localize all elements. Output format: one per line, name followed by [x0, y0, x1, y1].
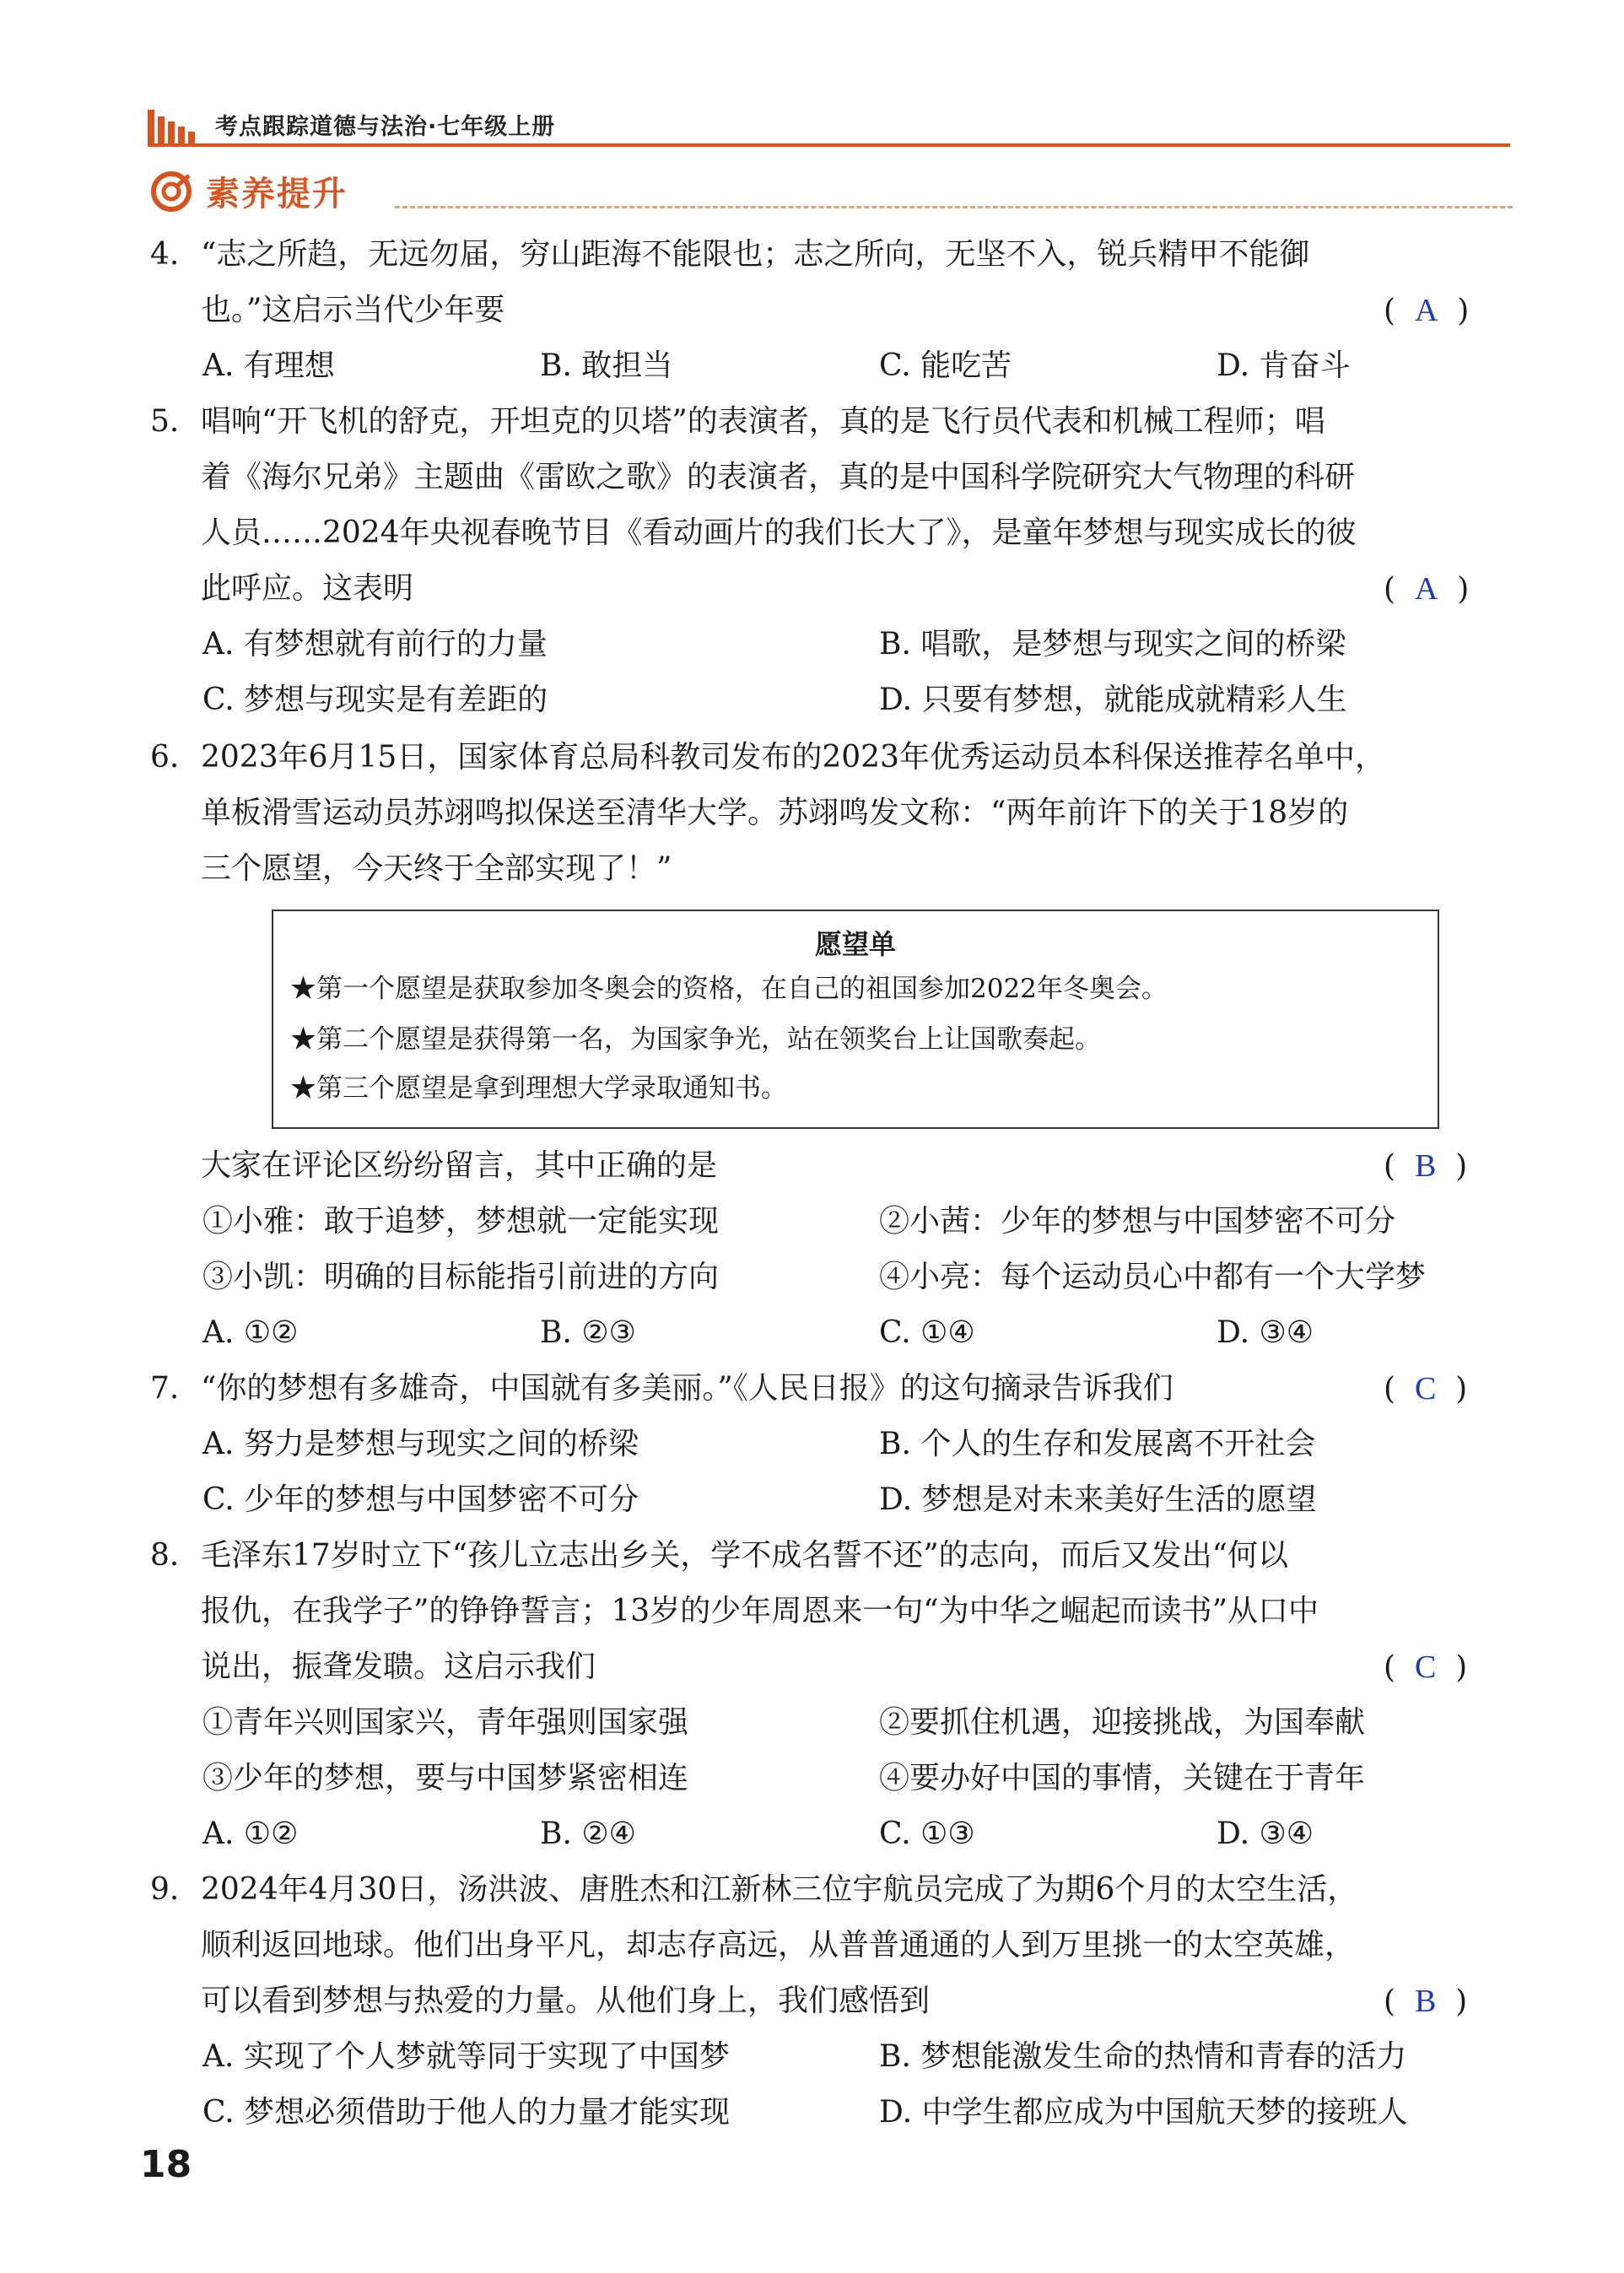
statement-item: ②要抓住机遇，迎接挑战，为国奉献: [879, 1705, 1366, 1740]
statement-item: ④小亮：每个运动员心中都有一个大学梦: [879, 1260, 1427, 1294]
question-stem-line: “志之所趋，无远勿届，穷山距海不能限也；志之所向，无坚不入，锐兵精甲不能御: [201, 237, 1310, 272]
target-icon: [150, 170, 192, 213]
question-stem-line: 着《海尔兄弟》主题曲《雷欧之歌》的表演者，真的是中国科学院研究大气物理的科研: [201, 460, 1356, 494]
option-b: B. ②④: [540, 1817, 636, 1851]
question-stem-line: 单板滑雪运动员苏翊鸣拟保送至清华大学。苏翊鸣发文称：“两年前许下的关于18岁的: [201, 796, 1349, 830]
section-title: 素养提升: [206, 175, 348, 213]
statement-item: ①小雅：敢于追梦，梦想就一定能实现: [202, 1204, 720, 1239]
question-number: 4.: [150, 237, 180, 272]
question-stem-line: 唱响“开飞机的舒克，开坦克的贝塔”的表演者，真的是飞行员代表和机械工程师；唱: [201, 404, 1325, 439]
question-stem-line: 说出，振聋发聩。这启示我们: [201, 1649, 596, 1684]
question-stem-line: 大家在评论区纷纷留言，其中正确的是: [201, 1148, 718, 1183]
answer-bracket: ( A ): [1384, 293, 1470, 328]
answer-bracket: ( B ): [1384, 1984, 1468, 2019]
answer-mark: B: [1414, 1984, 1437, 2019]
option-c: C. ①③: [879, 1817, 975, 1851]
option-a: A. 努力是梦想与现实之间的桥梁: [202, 1427, 639, 1461]
answer-mark: A: [1414, 293, 1438, 328]
wish-list-title: 愿望单: [814, 928, 896, 960]
option-d: D. 梦想是对未来美好生活的愿望: [879, 1482, 1317, 1517]
question-stem-line: 此呼应。这表明: [201, 571, 414, 606]
answer-mark: B: [1414, 1148, 1437, 1184]
question-stem-line: 可以看到梦想与热爱的力量。从他们身上，我们感悟到: [201, 1984, 931, 2018]
option-a: A. ①②: [202, 1315, 299, 1350]
section-heading: [150, 165, 1513, 224]
option-b: B. 个人的生存和发展离不开社会: [879, 1427, 1316, 1461]
option-a: A. 有梦想就有前行的力量: [202, 627, 548, 661]
bar-logo-icon: [148, 110, 197, 143]
option-a: A. 实现了个人梦就等同于实现了中国梦: [202, 2039, 730, 2074]
statement-item: ④要办好中国的事情，关键在于青年: [879, 1761, 1366, 1795]
question-number: 9.: [150, 1872, 180, 1907]
question-stem-line: 毛泽东17岁时立下“孩儿立志出乡关，学不成名誓不还”的志向，而后又发出“何以: [201, 1538, 1289, 1573]
option-c: C. 能吃苦: [879, 348, 1012, 383]
section-divider: [395, 206, 1513, 208]
answer-bracket: ( A ): [1384, 571, 1470, 607]
question-stem-line: 报仇，在我学子”的铮铮誓言；13岁的少年周恩来一句“为中华之崛起而读书”从口中: [201, 1594, 1319, 1628]
wish-item: ★第一个愿望是获取参加冬奥会的资格，在自己的祖国参加2022年冬奥会。: [290, 974, 1168, 1004]
question-stem-line: “你的梦想有多雄奇，中国就有多美丽。”《人民日报》的这句摘录告诉我们: [201, 1371, 1173, 1406]
header-title: 考点跟踪道德与法治·七年级上册: [215, 114, 556, 140]
answer-bracket: ( C ): [1384, 1371, 1468, 1406]
page-number: 18: [140, 2143, 192, 2186]
question-stem-line: 三个愿望，今天终于全部实现了！”: [201, 851, 672, 886]
answer-mark: A: [1414, 571, 1438, 607]
question-stem-line: 2023年6月15日，国家体育总局科教司发布的2023年优秀运动员本科保送推荐名单中，: [201, 740, 1385, 775]
statement-item: ②小茜：少年的梦想与中国梦密不可分: [879, 1204, 1396, 1239]
option-c: C. 少年的梦想与中国梦密不可分: [202, 1482, 639, 1517]
option-d: D. 只要有梦想，就能成就精彩人生: [879, 683, 1347, 717]
question-number: 7.: [150, 1371, 180, 1406]
question-stem-line: 也。”这启示当代少年要: [201, 293, 505, 327]
option-c: C. ①④: [879, 1315, 975, 1350]
statement-item: ③少年的梦想，要与中国梦紧密相连: [202, 1761, 689, 1795]
option-b: B. 唱歌，是梦想与现实之间的桥梁: [879, 627, 1346, 661]
option-d: D. 肯奋斗: [1217, 348, 1351, 383]
question-number: 6.: [150, 740, 180, 775]
question-number: 5.: [150, 404, 180, 439]
option-b: B. 梦想能激发生命的热情和青春的活力: [879, 2039, 1407, 2074]
page-header: [148, 103, 1510, 150]
question-stem-line: 人员……2024年央视春晚节目《看动画片的我们长大了》，是童年梦想与现实成长的彼: [201, 516, 1357, 550]
question-stem-line: 2024年4月30日，汤洪波、唐胜杰和江新林三位宇航员完成了为期6个月的太空生活，: [201, 1872, 1358, 1907]
option-b: B. ②③: [540, 1315, 636, 1350]
option-b: B. 敢担当: [540, 348, 673, 383]
wish-item: ★第二个愿望是获得第一名，为国家争光，站在领奖台上让国歌奏起。: [290, 1024, 1101, 1055]
option-d: D. ③④: [1217, 1817, 1314, 1851]
option-c: C. 梦想与现实是有差距的: [202, 683, 548, 717]
option-a: A. ①②: [202, 1817, 299, 1851]
statement-item: ①青年兴则国家兴，青年强则国家强: [202, 1705, 689, 1740]
wish-item: ★第三个愿望是拿到理想大学录取通知书。: [290, 1073, 787, 1104]
option-d: D. ③④: [1217, 1315, 1314, 1350]
answer-mark: C: [1414, 1649, 1437, 1685]
option-d: D. 中学生都应成为中国航天梦的接班人: [879, 2095, 1408, 2130]
answer-bracket: ( C ): [1384, 1649, 1468, 1685]
option-c: C. 梦想必须借助于他人的力量才能实现: [202, 2095, 731, 2130]
statement-item: ③小凯：明确的目标能指引前进的方向: [202, 1260, 720, 1294]
question-number: 8.: [150, 1538, 180, 1573]
answer-bracket: ( B ): [1384, 1148, 1468, 1184]
header-divider: [148, 143, 1510, 147]
question-stem-line: 顺利返回地球。他们出身平凡，却志存高远，从普普通通的人到万里挑一的太空英雄，: [201, 1928, 1356, 1963]
wish-list-box: [272, 910, 1439, 1129]
option-a: A. 有理想: [202, 348, 335, 383]
answer-mark: C: [1414, 1371, 1437, 1406]
